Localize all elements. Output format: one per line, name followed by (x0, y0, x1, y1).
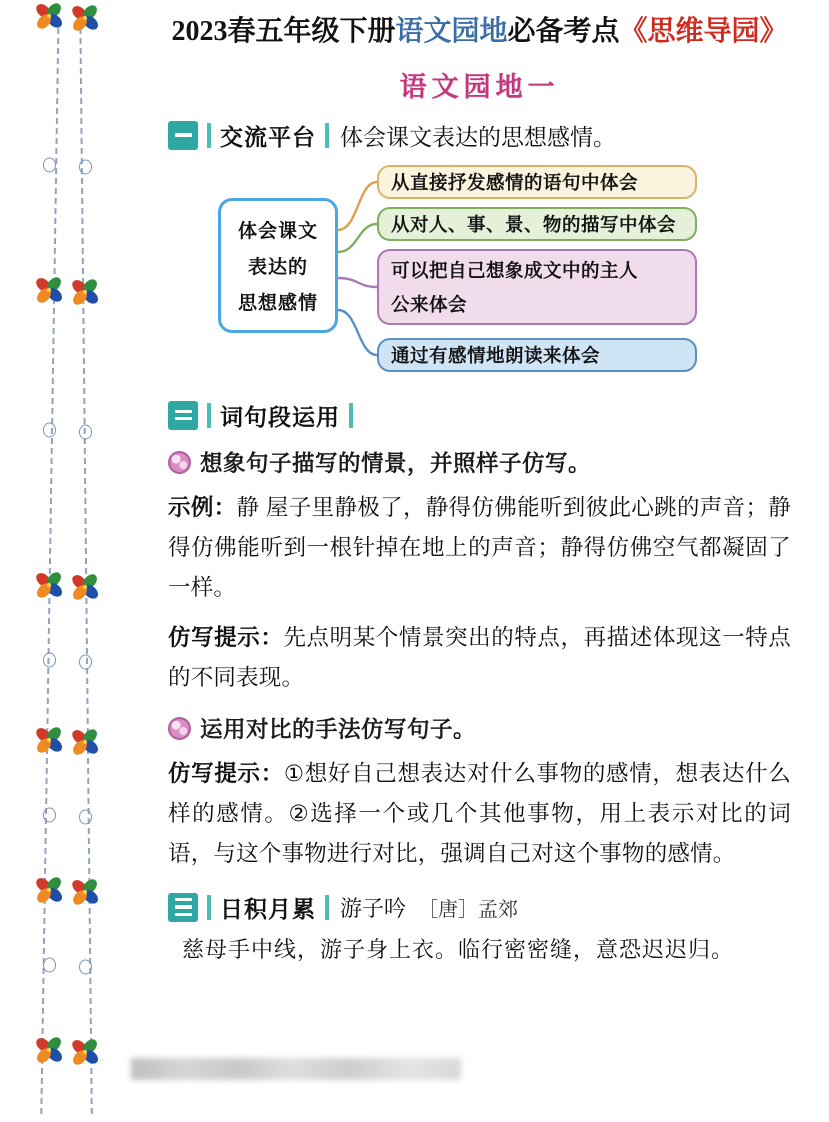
dashed-string-icon (40, 8, 59, 1114)
garland-bead-icon (79, 160, 92, 175)
garland-bead-icon (79, 425, 92, 440)
pinwheel-flower-icon (67, 874, 103, 910)
pinwheel-flower-icon (67, 0, 103, 36)
section-heading-2 (168, 398, 829, 432)
hint-1-label: 仿写提示： (168, 625, 284, 650)
garland-bead-icon (43, 808, 56, 823)
divider-bar (207, 403, 211, 428)
pinwheel-flower-icon (31, 0, 67, 34)
usage-bullet-1 (168, 446, 829, 478)
section-title-1: 交流平台 (220, 123, 316, 150)
mind-map-branch-4: 通过有感情地朗读来体会 (377, 338, 697, 372)
hint-2-label: 仿写提示： (168, 761, 284, 786)
pinwheel-flower-icon (31, 872, 67, 908)
pinwheel-flower-icon (67, 1034, 103, 1070)
garland-bead-icon (79, 810, 92, 825)
garland-bead-icon (43, 958, 56, 973)
flower-bullet-icon (168, 451, 191, 474)
headline-segment-4: 《思维导园》 (619, 16, 788, 47)
mind-map-branch-1: 从直接抒发感情的语句中体会 (377, 165, 697, 199)
flower-bullet-icon (168, 717, 191, 740)
example-paragraph (168, 488, 791, 608)
section-description-1: 体会课文表达的思想感情。 (340, 123, 616, 150)
garland-strand-1 (22, 0, 82, 1122)
garland-bead-icon (43, 653, 56, 668)
divider-bar (325, 123, 329, 148)
usage-bullet-2 (168, 712, 829, 744)
mind-map-branch-3 (377, 249, 697, 325)
hint-paragraph-1 (168, 618, 791, 698)
section-number-three-icon (168, 893, 198, 922)
mind-map-center-node (218, 198, 338, 333)
hint-2-text: ①想好自己想表达对什么事物的感情，想表达什么样的感情。②选择一个或几个其他事物，用上表示对比的词语，与这个事物进行对比，强调自己对这个事物的感情。 (168, 761, 791, 866)
garland-bead-icon (79, 655, 92, 670)
divider-bar (207, 123, 211, 148)
branch-3-line-2: 公来体会 (391, 296, 468, 316)
center-line-3: 思想感情 (237, 293, 318, 314)
redacted-watermark (131, 1058, 461, 1080)
headline-segment-2: 语文园地 (395, 16, 508, 47)
center-line-2: 表达的 (247, 257, 308, 278)
dashed-string-icon (79, 8, 93, 1114)
headline-segment-3: 必备考点 (507, 16, 620, 47)
garland-bead-icon (43, 423, 56, 438)
mind-map-branch-2: 从对人、事、景、物的描写中体会 (377, 207, 697, 241)
pinwheel-flower-icon (31, 722, 67, 758)
poem-author: ［唐］孟郊 (418, 898, 519, 921)
garland-strand-2 (58, 0, 118, 1122)
garland-bead-icon (43, 158, 56, 173)
center-line-1: 体会课文 (237, 221, 318, 242)
decorative-left-border (0, 0, 130, 1122)
section-heading-3 (168, 890, 829, 924)
branch-3-line-1: 可以把自己想象成文中的主人 (391, 262, 639, 282)
divider-bar (207, 895, 211, 920)
headline-segment-1: 2023春五年级下册 (171, 16, 396, 47)
section-title-3: 日积月累 (220, 895, 316, 922)
section-number-two-icon (168, 401, 198, 430)
mind-map-diagram (130, 160, 829, 392)
page-content (130, 0, 829, 1122)
usage-bullet-1-text: 想象句子描写的情景，并照样子仿写。 (200, 451, 592, 476)
section-heading-1 (168, 118, 829, 152)
divider-bar (325, 895, 329, 920)
poem-title: 游子吟 (340, 895, 407, 921)
pinwheel-flower-icon (31, 1032, 67, 1068)
garland-bead-icon (79, 960, 92, 975)
pinwheel-flower-icon (67, 569, 103, 605)
section-number-one-icon (168, 121, 198, 150)
poem-line: 慈母手中线，游子身上衣。临行密密缝，意恐迟迟归。 (182, 937, 735, 962)
usage-bullet-2-text: 运用对比的手法仿写句子。 (200, 717, 477, 742)
pinwheel-flower-icon (67, 724, 103, 760)
hint-1-text: 先点明某个情景突出的特点，再描述体现这一特点的不同表现。 (168, 625, 791, 690)
example-text: 静 屋子里静极了，静得仿佛能听到彼此心跳的声音；静得仿佛能听到一根针掉在地上的声音；静得仿佛空气都凝固了一样。 (168, 495, 791, 600)
pinwheel-flower-icon (31, 272, 67, 308)
page-subtitle: 语文园地一 (399, 72, 560, 102)
section-title-2: 词句段运用 (220, 403, 340, 430)
hint-paragraph-2 (168, 754, 791, 874)
divider-bar (349, 403, 353, 428)
pinwheel-flower-icon (31, 567, 67, 603)
page-title (130, 9, 829, 49)
example-label: 示例： (168, 495, 237, 520)
pinwheel-flower-icon (67, 274, 103, 310)
